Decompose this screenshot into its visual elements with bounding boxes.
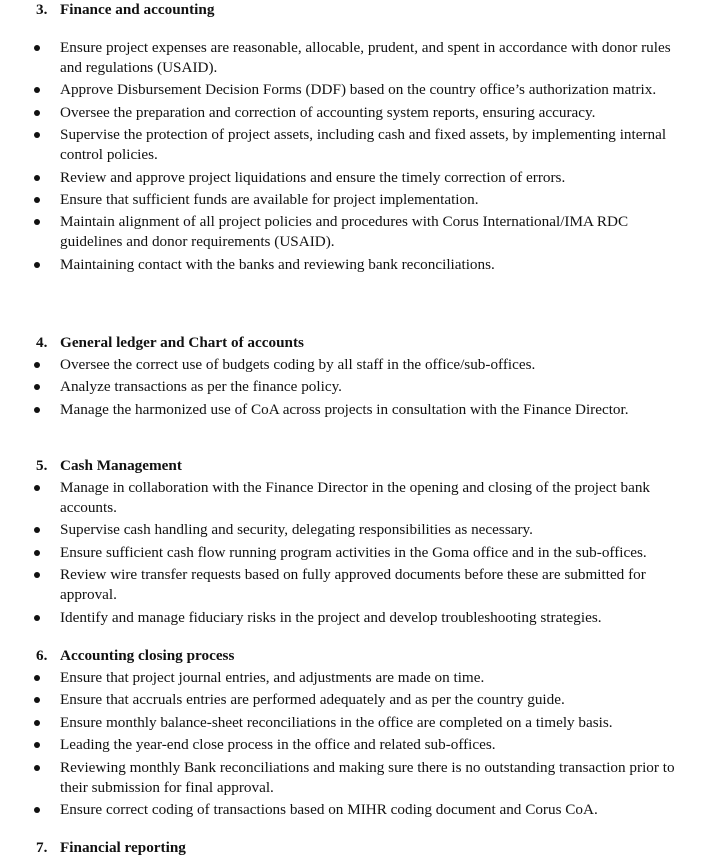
bullet-icon [34, 362, 40, 368]
bullet-icon [34, 550, 40, 556]
section-title: Accounting closing process [60, 647, 235, 664]
list-item: Analyze transactions as per the finance policy. [0, 377, 690, 397]
list-item: Ensure that sufficient funds are available for project implementation. [0, 190, 690, 210]
bullet-icon [34, 87, 40, 93]
list-item: Manage the harmonized use of CoA across projects in consultation with the Finance Director. [0, 400, 690, 420]
section-title: Finance and accounting [60, 1, 215, 18]
section-financial-reporting [0, 838, 711, 860]
bullet-list [0, 478, 711, 628]
list-item: Oversee the preparation and correction of accounting system reports, ensuring accuracy. [0, 103, 690, 123]
section-heading [0, 333, 711, 355]
list-item: Ensure monthly balance-sheet reconciliations in the office are completed on a timely basis. [0, 713, 690, 733]
section-heading [0, 456, 711, 478]
bullet-icon [34, 45, 40, 51]
bullet-icon [34, 219, 40, 225]
bullet-list [0, 355, 711, 420]
list-item: Ensure project expenses are reasonable, allocable, prudent, and spent in accordance with donor rules and regulations (USAID). [0, 38, 690, 78]
list-item: Manage in collaboration with the Finance Director in the opening and closing of the project bank accounts. [0, 478, 690, 518]
list-item: Maintain alignment of all project policies and procedures with Corus International/IMA RDC guidelines and donor requirements (USAID). [0, 212, 690, 252]
list-item: Identify and manage fiduciary risks in the project and develop troubleshooting strategies. [0, 608, 690, 628]
section-heading [0, 646, 711, 668]
bullet-list [0, 38, 711, 275]
bullet-icon [34, 527, 40, 533]
bullet-icon [34, 675, 40, 681]
section-number: 4. [36, 334, 48, 351]
section-title: Financial reporting [60, 839, 186, 856]
bullet-list [0, 668, 711, 820]
list-item: Maintaining contact with the banks and reviewing bank reconciliations. [0, 255, 690, 275]
list-item: Review wire transfer requests based on fully approved documents before these are submitted for approval. [0, 565, 690, 605]
section-heading [0, 0, 711, 22]
section-finance-and-accounting [0, 0, 711, 277]
section-cash-management [0, 456, 711, 630]
bullet-icon [34, 615, 40, 621]
bullet-icon [34, 407, 40, 413]
bullet-icon [34, 262, 40, 268]
bullet-icon [34, 132, 40, 138]
bullet-icon [34, 765, 40, 771]
list-item: Supervise cash handling and security, delegating responsibilities as necessary. [0, 520, 690, 540]
list-item: Ensure that accruals entries are performed adequately and as per the country guide. [0, 690, 690, 710]
list-item: Oversee the correct use of budgets coding by all staff in the office/sub-offices. [0, 355, 690, 375]
section-general-ledger [0, 333, 711, 422]
section-number: 6. [36, 647, 48, 664]
list-item: Supervise the protection of project assets, including cash and fixed assets, by implementing internal control policies. [0, 125, 690, 165]
list-item: Review and approve project liquidations and ensure the timely correction of errors. [0, 168, 690, 188]
section-title: Cash Management [60, 457, 182, 474]
bullet-icon [34, 742, 40, 748]
section-number: 7. [36, 839, 48, 856]
bullet-icon [34, 485, 40, 491]
list-item: Ensure that project journal entries, and adjustments are made on time. [0, 668, 690, 688]
list-item: Ensure sufficient cash flow running program activities in the Goma office and in the sub-offices. [0, 543, 690, 563]
bullet-icon [34, 384, 40, 390]
bullet-icon [34, 110, 40, 116]
list-item: Ensure correct coding of transactions based on MIHR coding document and Corus CoA. [0, 800, 690, 820]
bullet-icon [34, 175, 40, 181]
list-item: Reviewing monthly Bank reconciliations and making sure there is no outstanding transaction prior to their submission for final approval. [0, 758, 690, 798]
section-heading [0, 838, 711, 860]
list-item: Leading the year-end close process in the office and related sub-offices. [0, 735, 690, 755]
section-number: 3. [36, 1, 48, 18]
bullet-icon [34, 697, 40, 703]
section-title: General ledger and Chart of accounts [60, 334, 304, 351]
section-number: 5. [36, 457, 48, 474]
bullet-icon [34, 197, 40, 203]
bullet-icon [34, 720, 40, 726]
section-accounting-closing [0, 646, 711, 822]
bullet-icon [34, 572, 40, 578]
list-item: Approve Disbursement Decision Forms (DDF) based on the country office’s authorization matrix. [0, 80, 690, 100]
bullet-icon [34, 807, 40, 813]
